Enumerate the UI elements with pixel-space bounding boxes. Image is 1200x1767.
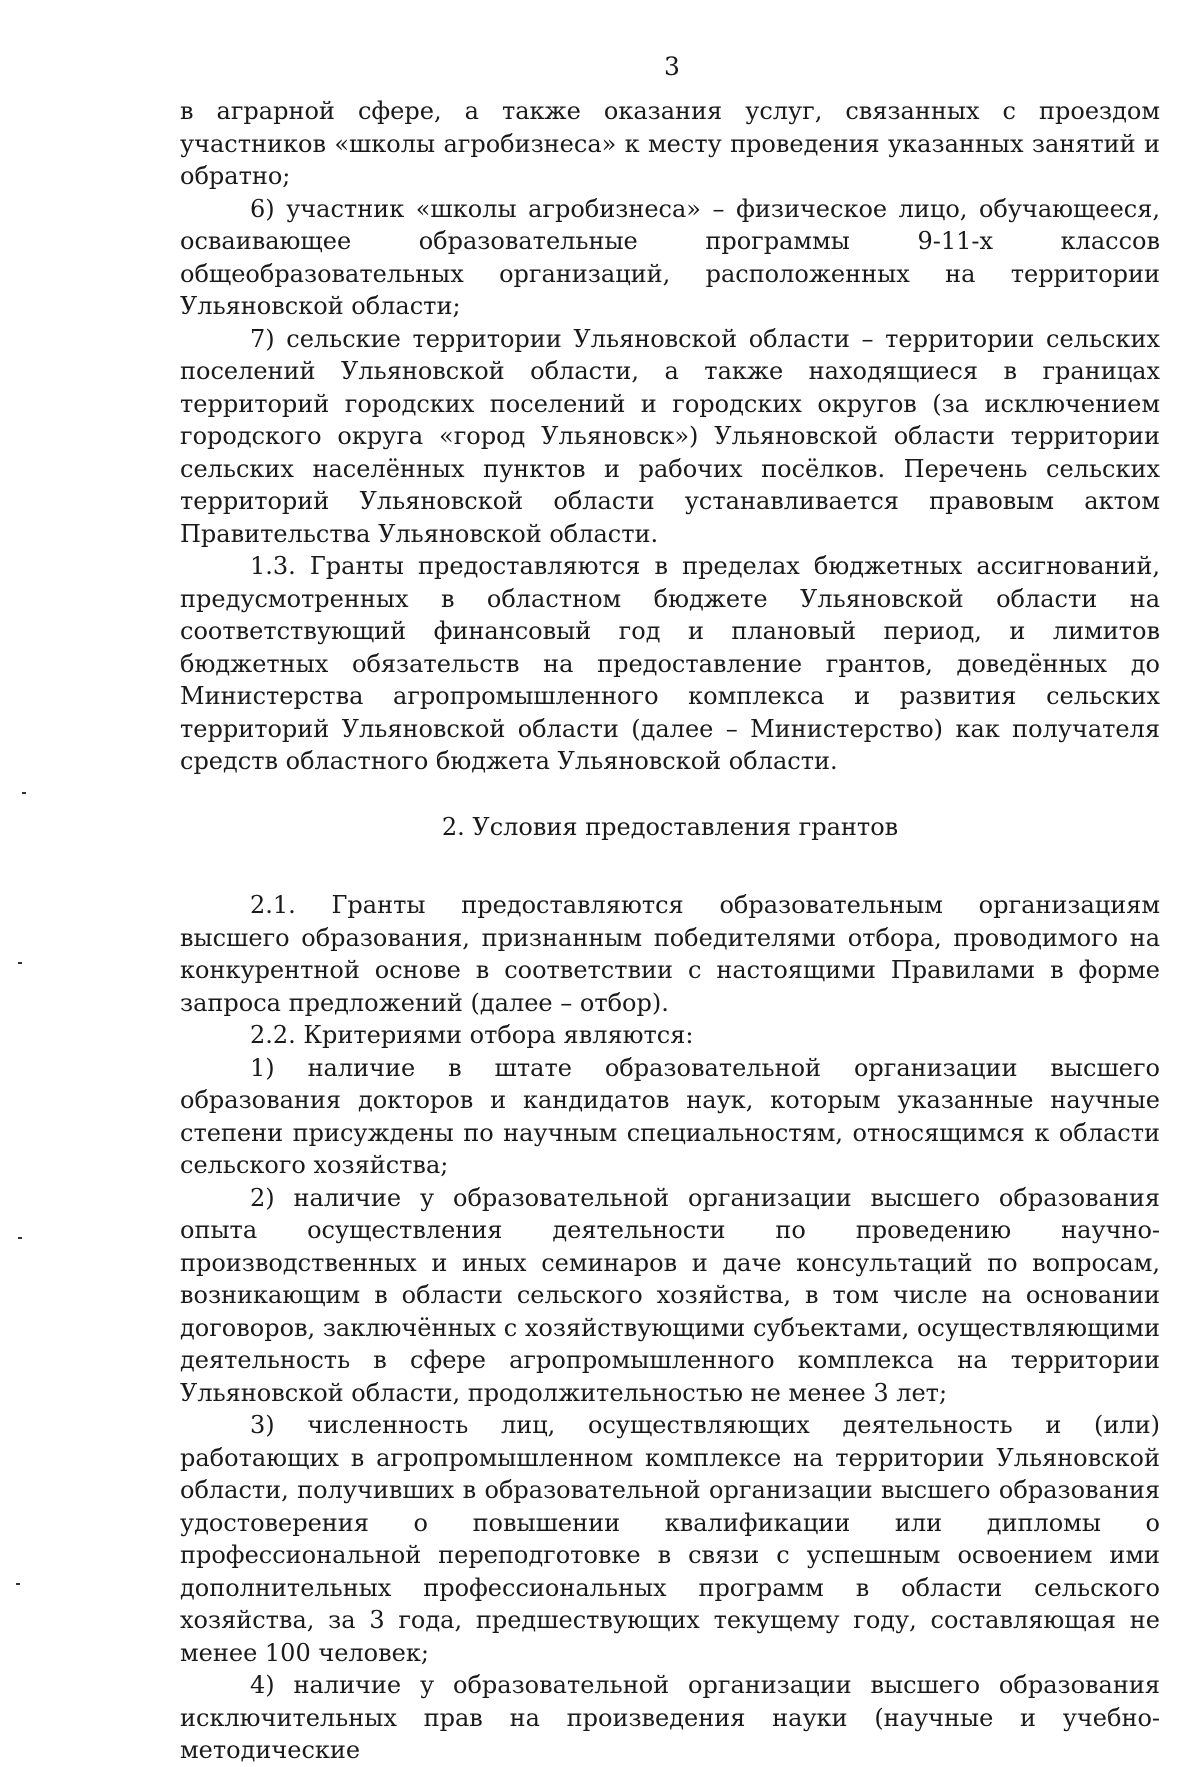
section-heading: 2. Условия предоставления грантов — [441, 812, 899, 841]
criterion-2: 2) наличие у образовательной организации высшего образования опыта осуществления деятельности по проведению научно-производственных и иных семинаров и даче консультаций по вопросам, возникающим в области сельского хозяйства, в том числе на основании договоров, заключённых с хозяйствующими субъектами, осуществляющими деятельность в сфере агропромышленного комплекса на территории Ульяновской области, продолжительностью не менее 3 лет; — [180, 1183, 1160, 1407]
criterion-1: 1) наличие в штате образовательной организации высшего образования докторов и кандидатов наук, которым указанные научные степени присуждены по научным специальностям, относящимся к области сельского хозяйства; — [180, 1053, 1160, 1179]
paragraph-definition-6: 6) участник «школы агробизнеса» – физическое лицо, обучающееся, осваивающее образовательные программы 9-11-х классов общеобразовательных организаций, расположенных на территории Ульяновской области; — [180, 194, 1160, 320]
paragraph-2-1: 2.1. Гранты предоставляются образовательным организациям высшего образования, признанным победителями отбора, проводимого на конкурентной основе в соответствии с настоящими Правилами в форме запроса предложений (далее – отбор). — [180, 891, 1160, 1017]
criterion-3: 3) численность лиц, осуществляющих деятельность и (или) работающих в агропромышленном комплексе на территории Ульяновской области, получивших в образовательной организации высшего образования удостоверения о повышении квалификации или дипломы о профессиональной переподготовке в связи с успешным освоением ими дополнительных профессиональных программ в области сельского хозяйства, за 3 года, предшествующих текущему году, составляющая не менее 100 человек; — [180, 1411, 1160, 1667]
scan-mark — [18, 1237, 22, 1239]
page-number: 3 — [664, 52, 680, 81]
paragraph-definition-7: 7) сельские территории Ульяновской области – территории сельских поселений Ульяновской области, а также находящиеся в границах территорий городских поселений и городских округов (за исключением городского округа «город Ульяновск») Ульяновской области территории сельских населённых пунктов и рабочих посёлков. Перечень сельских территорий Ульяновской области устанавливается правовым актом Правительства Ульяновской области. — [180, 324, 1160, 548]
criterion-4: 4) наличие у образовательной организации высшего образования исключительных прав на произведения науки (научные и учебно-методические — [180, 1671, 1160, 1764]
paragraph-1-3: 1.3. Гранты предоставляются в пределах бюджетных ассигнований, предусмотренных в областном бюджете Ульяновской области на соответствующий финансовый год и плановый период, и лимитов бюджетных обязательств на предоставление грантов, доведённых до Министерства агропромышленного комплекса и развития сельских территорий Ульяновской области (далее – Министерство) как получателя средств областного бюджета Ульяновской области. — [180, 552, 1160, 775]
scan-mark — [18, 962, 22, 964]
paragraph-continuation: в аграрной сфере, а также оказания услуг, связанных с проездом участников «школы агробизнеса» к месту проведения указанных занятий и обратно; — [180, 97, 1160, 190]
scan-mark — [16, 1583, 20, 1585]
scan-mark — [22, 792, 26, 794]
document-body — [180, 95, 1160, 1767]
paragraph-2-2: 2.2. Критериями отбора являются: — [250, 1021, 694, 1049]
